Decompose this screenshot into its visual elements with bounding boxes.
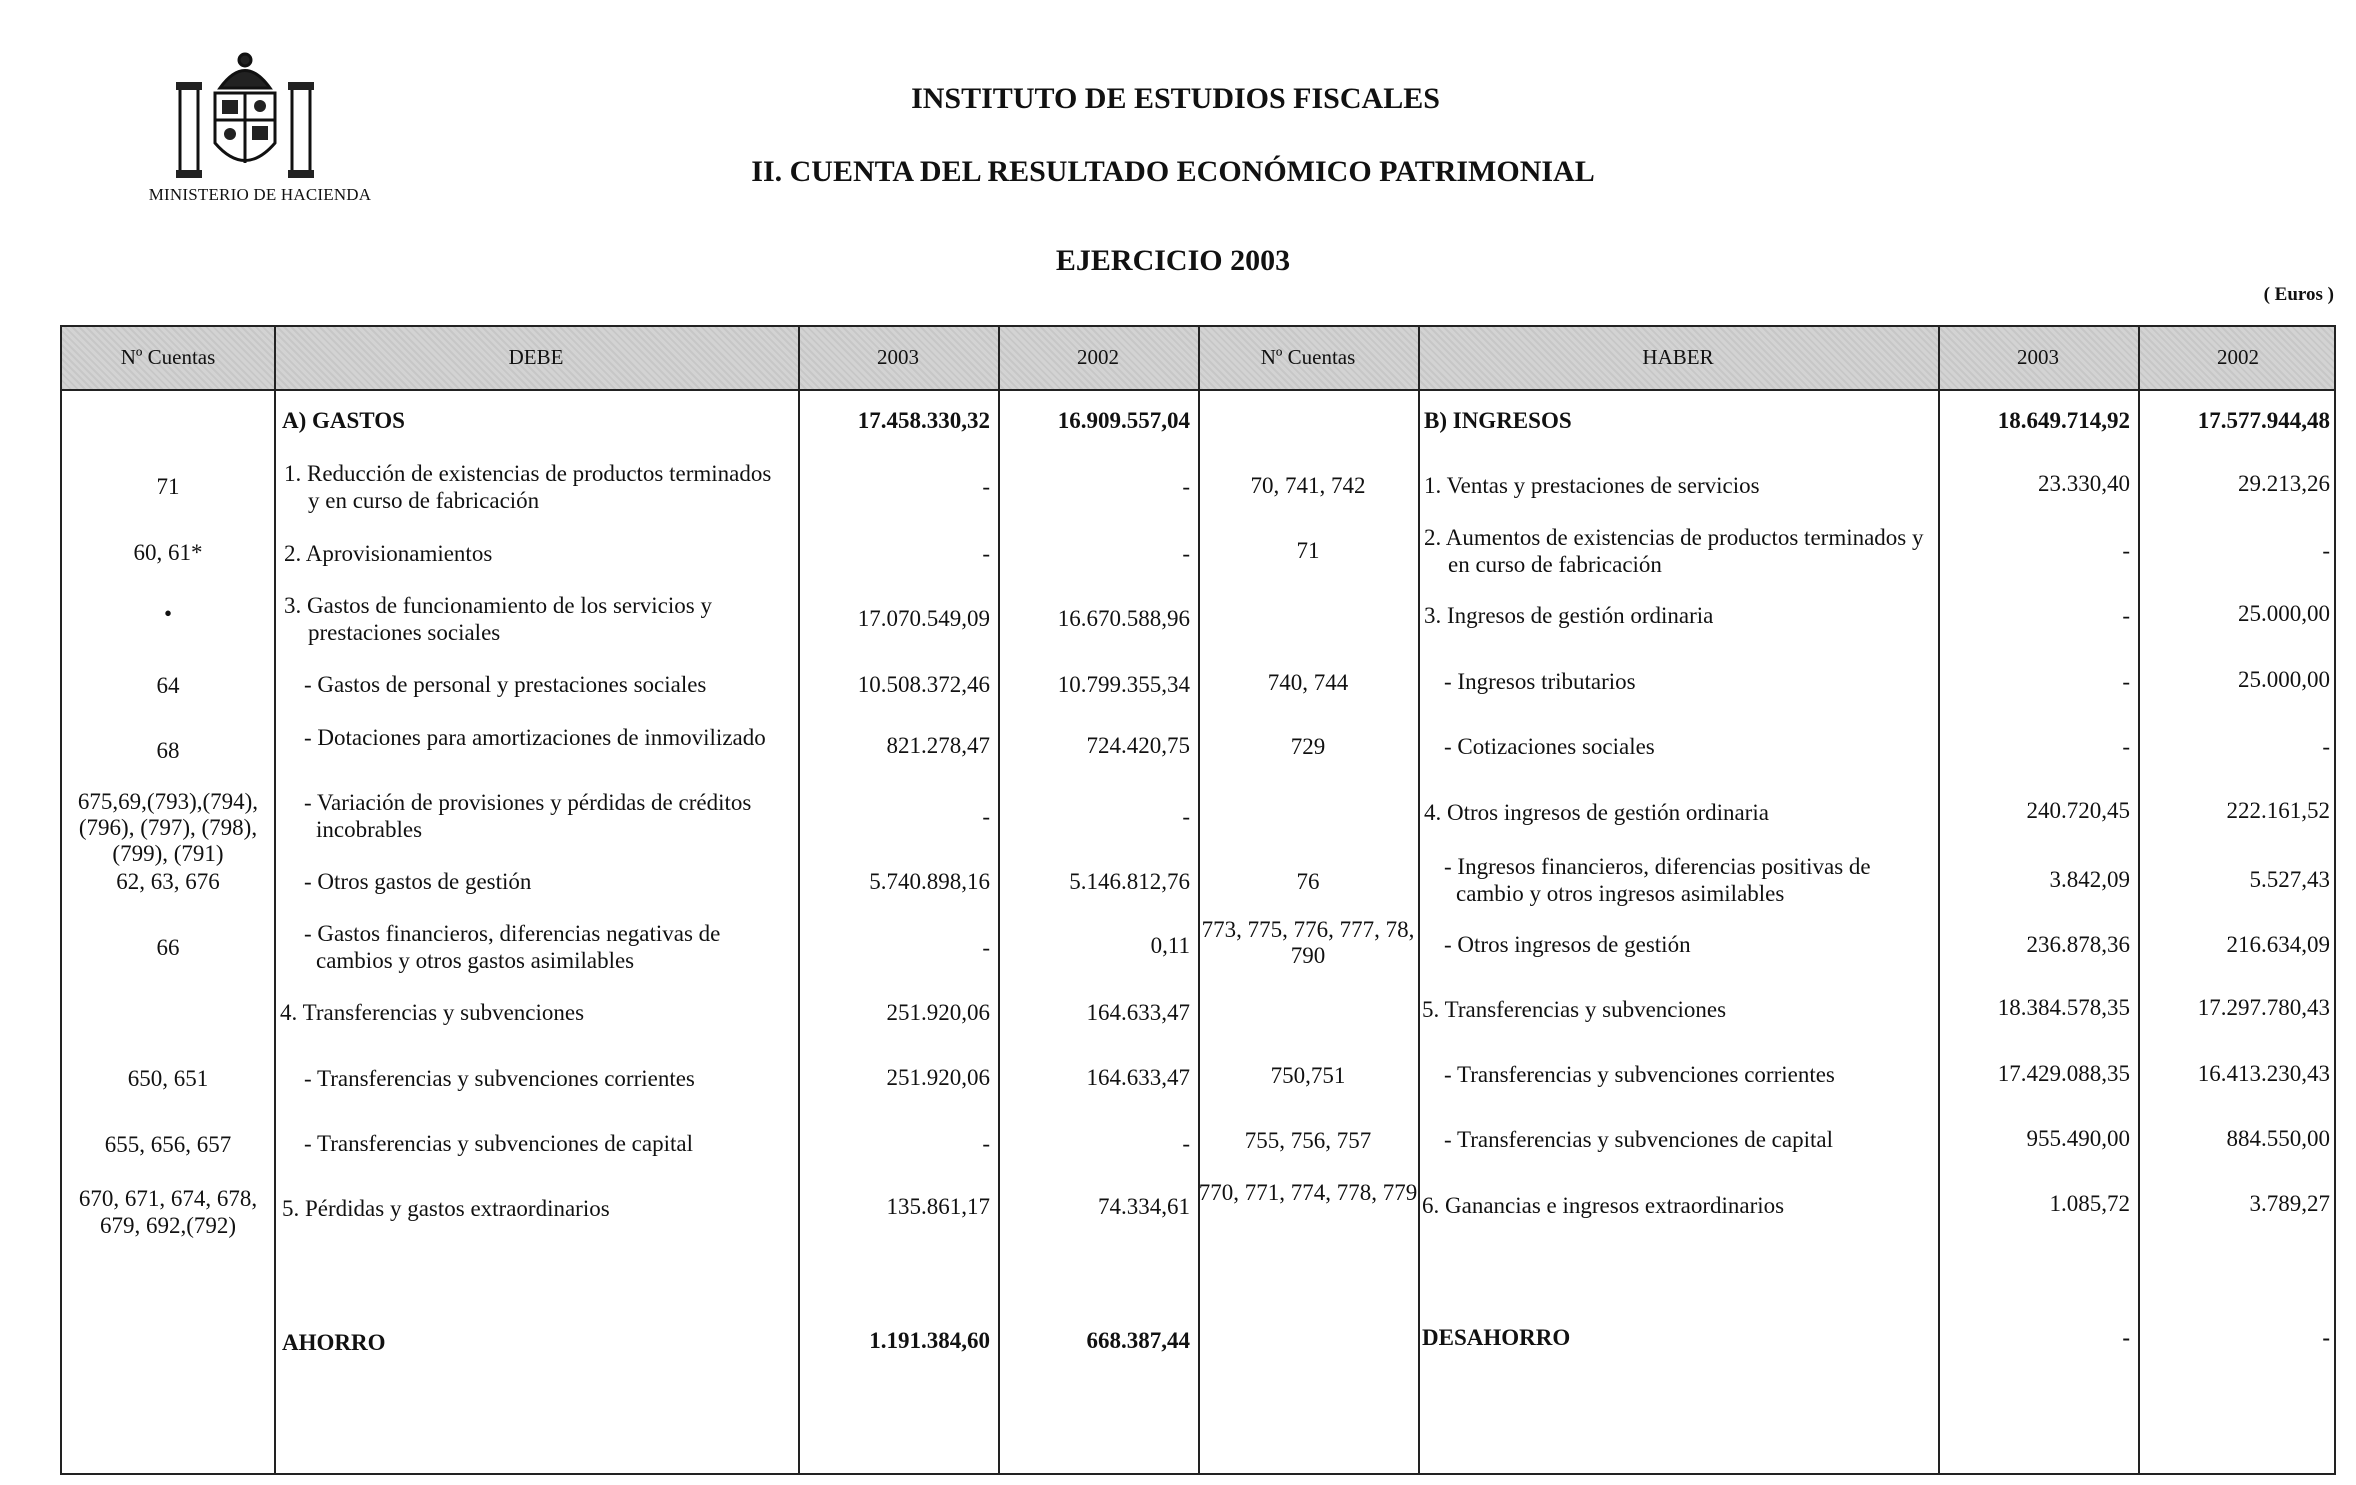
units-label: ( Euros ) <box>2263 284 2334 305</box>
debe-r1-label: 1. Reducción de existencias de productos terminados y en curso de fabricación <box>284 461 772 513</box>
haber-r4-label: 4. Otros ingresos de gestión ordinaria <box>1424 800 1769 825</box>
haber-r4a-2002: 5.527,43 <box>2249 867 2330 892</box>
debe-r5-2002: 74.334,61 <box>1098 1194 1190 1219</box>
haber-r2-label: 2. Aumentos de existencias de productos terminados y en curso de fabricación <box>1424 525 1924 577</box>
debe-r3b-2002: 724.420,75 <box>1086 733 1190 758</box>
debe-r3b-accounts: 68 <box>156 738 180 763</box>
header-accounts-left: Nº Cuentas <box>120 345 216 369</box>
debe-r3b-label: - Dotaciones para amortizaciones de inmovilizado <box>304 725 766 750</box>
column-divider <box>798 327 800 1473</box>
debe-r3c-2002: - <box>1182 804 1190 829</box>
haber-r5b-2003: 955.490,00 <box>2026 1126 2130 1151</box>
haber-r3a-accounts: 740, 744 <box>1267 670 1349 695</box>
debe-ahorro-label: AHORRO <box>282 1330 386 1355</box>
debe-ahorro-2003: 1.191.384,60 <box>869 1328 990 1353</box>
haber-r4a-label: - Ingresos financieros, diferencias positivas de cambio y otros ingresos asimilables <box>1444 854 1871 906</box>
debe-r4b-2002: - <box>1182 1131 1190 1156</box>
exercise-title: EJERCICIO 2003 <box>1055 244 1291 277</box>
haber-r6-label: 6. Ganancias e ingresos extraordinarios <box>1422 1193 1785 1218</box>
haber-r3-label: 3. Ingresos de gestión ordinaria <box>1424 603 1714 628</box>
debe-ahorro-2002: 668.387,44 <box>1086 1328 1190 1353</box>
ministry-label: MINISTERIO DE HACIENDA <box>148 185 372 204</box>
debe-r4-2003: 251.920,06 <box>886 1000 990 1025</box>
debe-gastos-2003: 17.458.330,32 <box>857 408 990 433</box>
haber-r2-accounts: 71 <box>1296 538 1320 563</box>
haber-r4-2003: 240.720,45 <box>2026 798 2130 823</box>
column-divider <box>1418 327 1420 1473</box>
column-divider <box>2138 327 2140 1473</box>
statement-title: II. CUENTA DEL RESULTADO ECONÓMICO PATRIMONIAL <box>751 155 1595 188</box>
debe-r3d-2003: 5.740.898,16 <box>869 869 990 894</box>
haber-ingresos-2003: 18.649.714,92 <box>1997 408 2130 433</box>
haber-r4a-2003: 3.842,09 <box>2049 867 2130 892</box>
haber-r1-label: 1. Ventas y prestaciones de servicios <box>1424 473 1760 498</box>
debe-r4b-accounts: 655, 656, 657 <box>104 1132 232 1157</box>
haber-r3a-2002: 25.000,00 <box>2238 667 2330 692</box>
haber-r5a-2002: 16.413.230,43 <box>2197 1061 2330 1086</box>
debe-r4b-2003: - <box>982 1131 990 1156</box>
haber-ingresos-2002: 17.577.944,48 <box>2197 408 2330 433</box>
haber-r3a-2003: - <box>2122 669 2130 694</box>
header-2002-right: 2002 <box>2217 345 2259 369</box>
debe-r5-accounts: 670, 671, 674, 678, 679, 692,(792) <box>78 1186 258 1238</box>
haber-r1-2003: 23.330,40 <box>2038 471 2130 496</box>
haber-r3b-accounts: 729 <box>1290 734 1326 759</box>
debe-r3a-accounts: 64 <box>156 673 180 698</box>
haber-ingresos-label: B) INGRESOS <box>1424 408 1572 433</box>
debe-r3b-2003: 821.278,47 <box>886 733 990 758</box>
haber-r6-2002: 3.789,27 <box>2249 1191 2330 1216</box>
debe-r3c-label: - Variación de provisiones y pérdidas de créditos incobrables <box>304 790 752 842</box>
debe-r4a-label: - Transferencias y subvenciones corrientes <box>304 1066 695 1091</box>
debe-r3e-accounts: 66 <box>156 935 180 960</box>
debe-gastos-2002: 16.909.557,04 <box>1057 408 1190 433</box>
haber-r4b-2002: 216.634,09 <box>2226 932 2330 957</box>
debe-r3-2003: 17.070.549,09 <box>857 606 990 631</box>
debe-r3e-label: - Gastos financieros, diferencias negativas de cambios y otros gastos asimilables <box>304 921 721 973</box>
debe-gastos-label: A) GASTOS <box>282 408 405 433</box>
debe-r1-accounts: 71 <box>156 474 180 499</box>
debe-r3d-2002: 5.146.812,76 <box>1069 869 1190 894</box>
debe-r3d-accounts: 62, 63, 676 <box>116 869 220 894</box>
column-divider <box>274 327 276 1473</box>
haber-r3a-label: - Ingresos tributarios <box>1444 669 1636 694</box>
header-2003-right: 2003 <box>2017 345 2059 369</box>
debe-r4-label: 4. Transferencias y subvenciones <box>280 1000 585 1025</box>
haber-r3-2002: 25.000,00 <box>2238 601 2330 626</box>
header-2002-left: 2002 <box>1077 345 1119 369</box>
ledger-table <box>60 325 2336 1475</box>
haber-desahorro-2002: - <box>2322 1325 2330 1350</box>
haber-r5a-accounts: 750,751 <box>1270 1063 1346 1088</box>
haber-r5a-2003: 17.429.088,35 <box>1997 1061 2130 1086</box>
column-divider <box>1938 327 1940 1473</box>
haber-r5b-label: - Transferencias y subvenciones de capital <box>1444 1127 1833 1152</box>
debe-r2-2002: - <box>1182 541 1190 566</box>
debe-r4a-2003: 251.920,06 <box>886 1065 990 1090</box>
debe-r3a-2002: 10.799.355,34 <box>1057 672 1190 697</box>
debe-r3-2002: 16.670.588,96 <box>1057 606 1190 631</box>
debe-r3d-label: - Otros gastos de gestión <box>304 869 532 894</box>
haber-r4b-label: - Otros ingresos de gestión <box>1444 932 1691 957</box>
haber-desahorro-2003: - <box>2122 1325 2130 1350</box>
debe-r3a-label: - Gastos de personal y prestaciones sociales <box>304 672 707 697</box>
debe-r3e-2003: - <box>982 935 990 960</box>
header-2003-left: 2003 <box>877 345 919 369</box>
debe-r3e-2002: 0,11 <box>1150 933 1190 958</box>
haber-r4b-accounts: 773, 775, 776, 777, 78, 790 <box>1201 917 1415 968</box>
haber-r2-2002: - <box>2322 538 2330 563</box>
debe-r4-2002: 164.633,47 <box>1086 1000 1190 1025</box>
haber-r5-label: 5. Transferencias y subvenciones <box>1422 997 1727 1022</box>
institution-title: INSTITUTO DE ESTUDIOS FISCALES <box>911 82 1440 115</box>
debe-r4a-2002: 164.633,47 <box>1086 1065 1190 1090</box>
debe-r4b-label: - Transferencias y subvenciones de capital <box>304 1131 693 1156</box>
debe-r2-2003: - <box>982 541 990 566</box>
haber-desahorro-label: DESAHORRO <box>1422 1325 1571 1350</box>
debe-r5-2003: 135.861,17 <box>886 1194 990 1219</box>
haber-r5b-accounts: 755, 756, 757 <box>1244 1128 1372 1153</box>
haber-r5a-label: - Transferencias y subvenciones corrientes <box>1444 1062 1835 1087</box>
header-accounts-right: Nº Cuentas <box>1260 345 1356 369</box>
debe-r2-label: 2. Aprovisionamientos <box>284 541 493 566</box>
haber-r4a-accounts: 76 <box>1296 869 1320 894</box>
debe-r2-accounts: 60, 61* <box>133 540 203 565</box>
haber-r6-2003: 1.085,72 <box>2049 1191 2130 1216</box>
debe-r3-accounts: • <box>163 601 173 626</box>
haber-r1-accounts: 70, 741, 742 <box>1250 473 1366 498</box>
haber-r2-2003: - <box>2122 538 2130 563</box>
debe-r4a-accounts: 650, 651 <box>127 1066 209 1091</box>
haber-r4-2002: 222.161,52 <box>2226 798 2330 823</box>
debe-r3c-2003: - <box>982 804 990 829</box>
haber-r1-2002: 29.213,26 <box>2238 471 2330 496</box>
header-haber: HABER <box>1642 345 1714 369</box>
header-debe: DEBE <box>508 345 564 369</box>
haber-r3b-2003: - <box>2122 734 2130 759</box>
haber-r4b-2003: 236.878,36 <box>2026 932 2130 957</box>
haber-r5b-2002: 884.550,00 <box>2226 1126 2330 1151</box>
debe-r3-label: 3. Gastos de funcionamiento de los servicios y prestaciones sociales <box>284 593 712 645</box>
debe-r3a-2003: 10.508.372,46 <box>857 672 990 697</box>
haber-r5-2002: 17.297.780,43 <box>2197 995 2330 1020</box>
debe-r1-2003: - <box>982 474 990 499</box>
haber-r5-2003: 18.384.578,35 <box>1997 995 2130 1020</box>
debe-r5-label: 5. Pérdidas y gastos extraordinarios <box>282 1196 610 1221</box>
debe-r1-2002: - <box>1182 474 1190 499</box>
haber-r6-accounts: 770, 771, 774, 778, 779 <box>1198 1180 1418 1205</box>
debe-r3c-accounts: 675,69,(793),(794), (796), (797), (798), (799), (791) <box>77 789 259 866</box>
haber-r3b-label: - Cotizaciones sociales <box>1444 734 1655 759</box>
haber-r3-2003: - <box>2122 603 2130 628</box>
haber-r3b-2002: - <box>2322 734 2330 759</box>
column-divider <box>998 327 1000 1473</box>
